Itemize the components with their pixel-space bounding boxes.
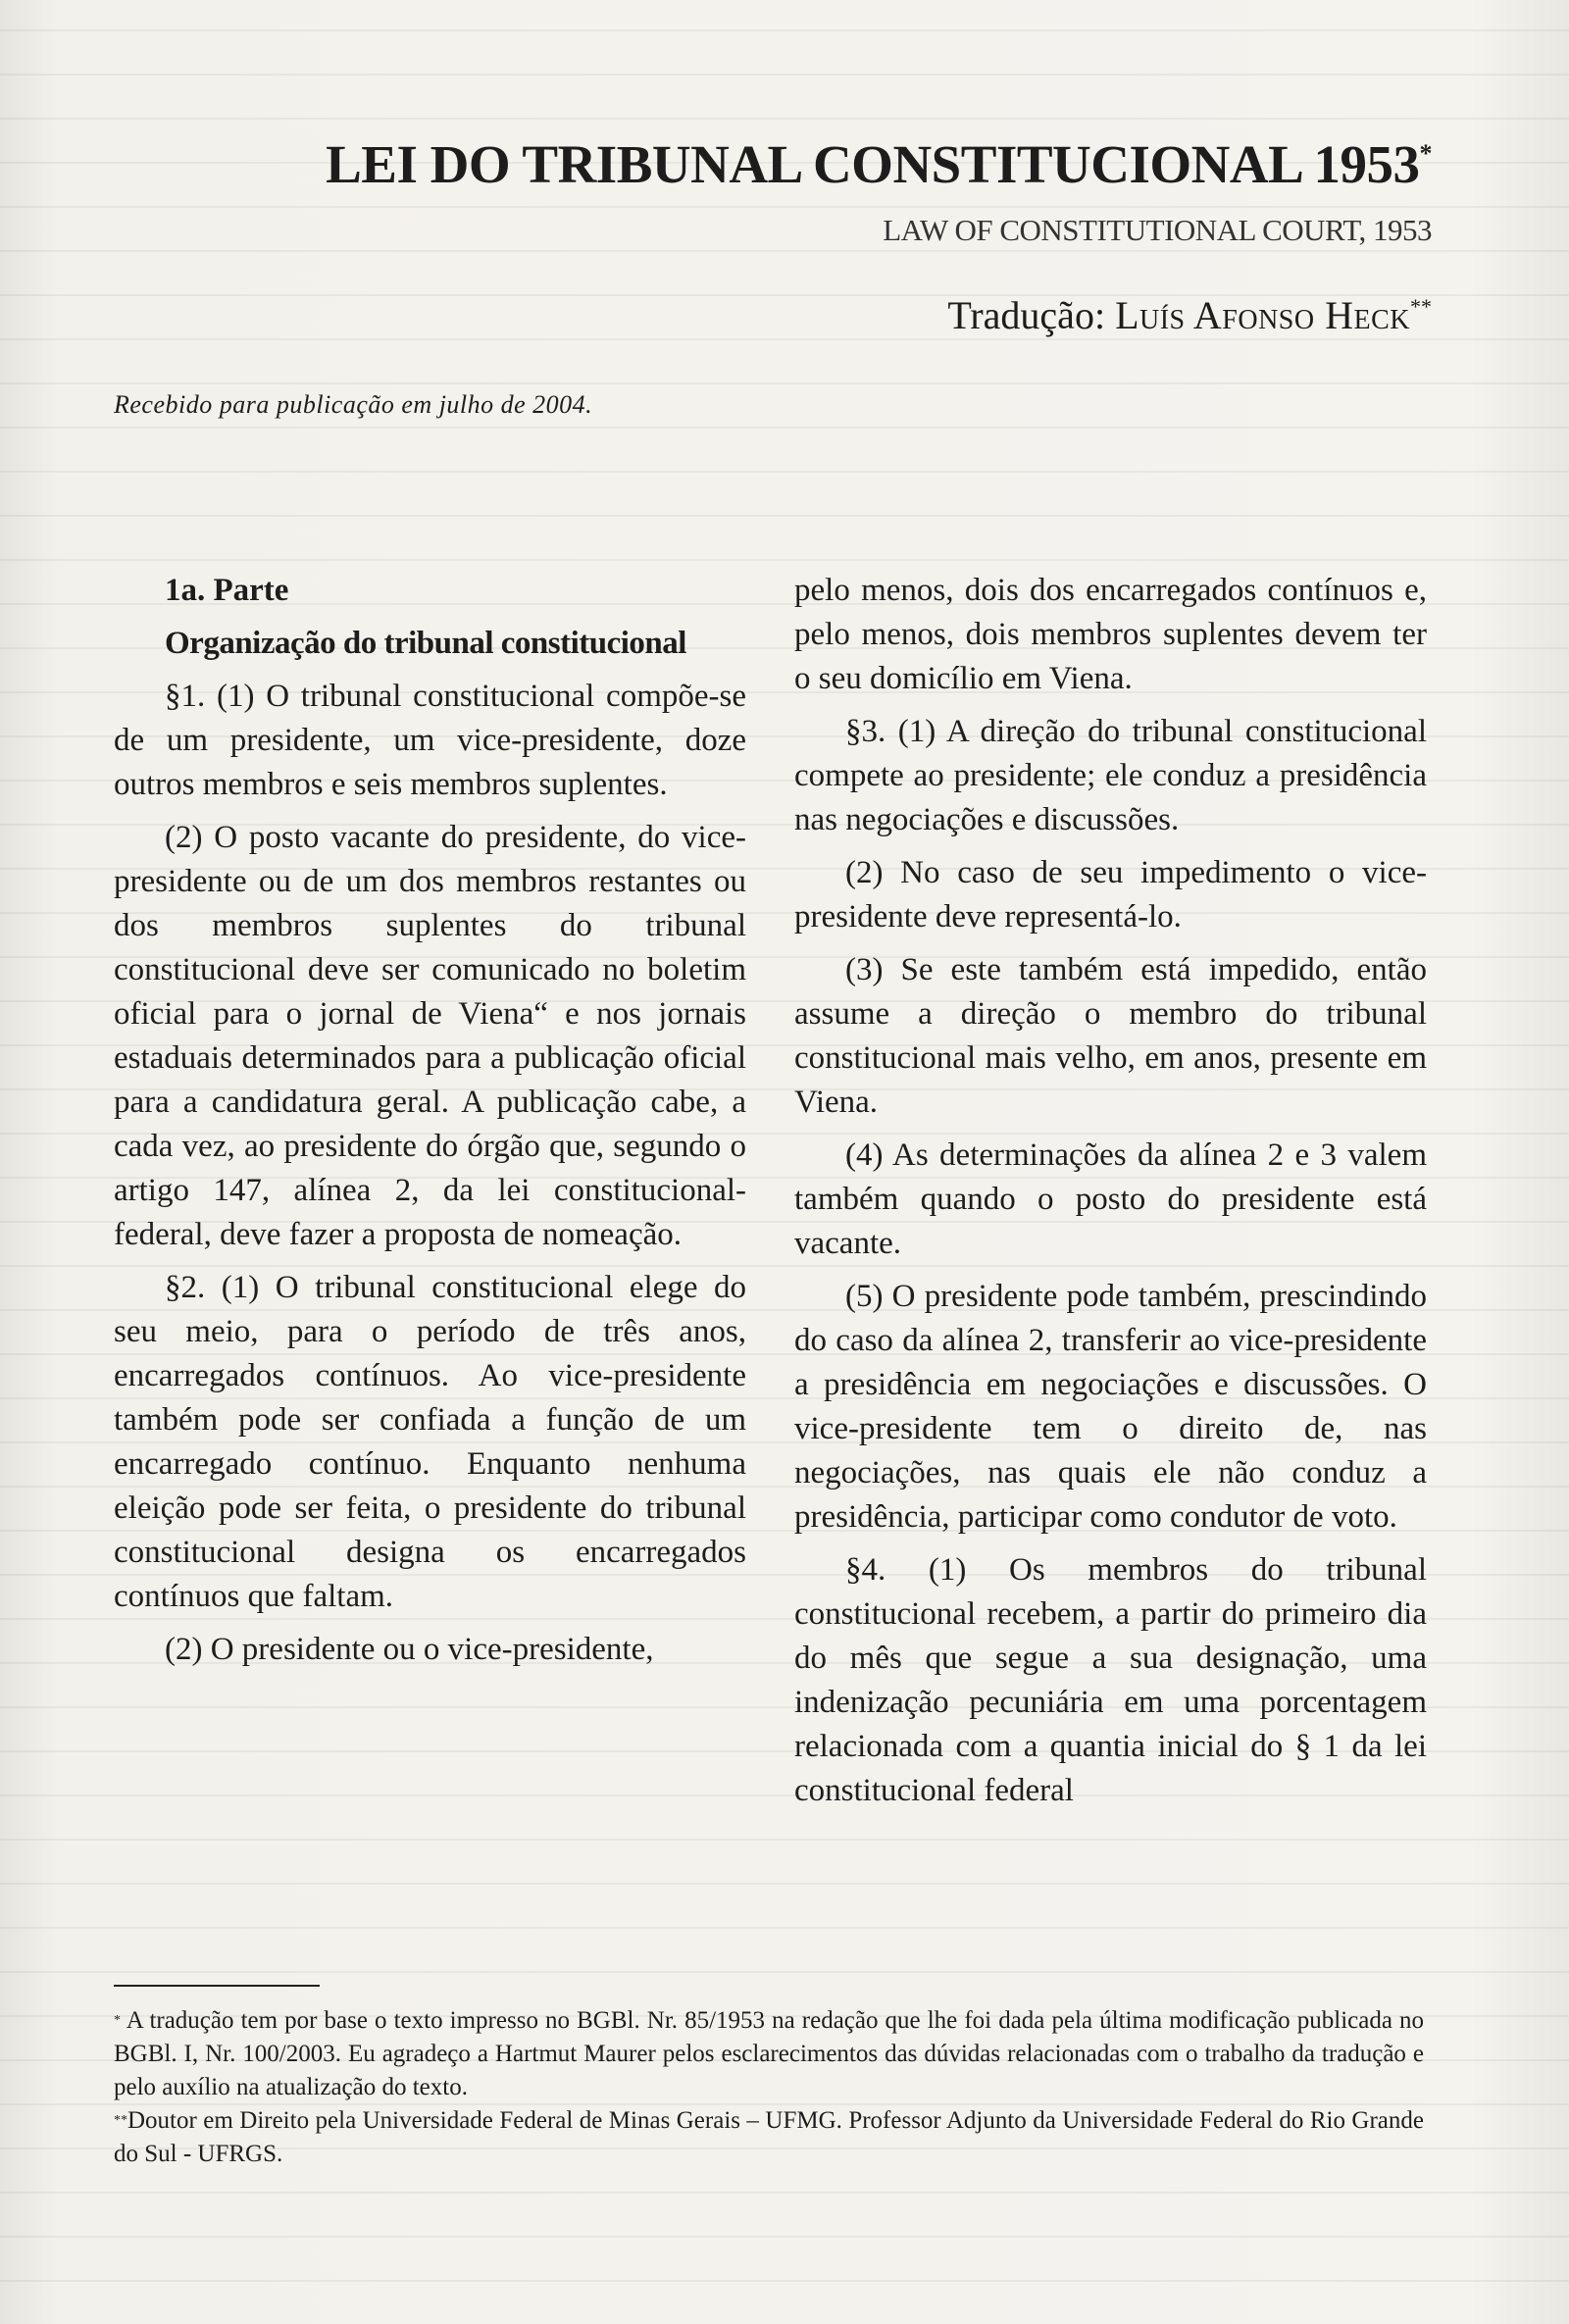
title-footnote-mark: *	[1419, 139, 1432, 168]
translator-footnote-mark: **	[1410, 294, 1432, 319]
footnote: * A tradução tem por base o texto impresso no BGBl. Nr. 85/1953 na redação que lhe foi dada pela última modificação publicada no BGBl. I, Nr. 100/2003. Eu agradeço a Hartmut Maurer pelos esclarecimentos das dúvidas relacionadas com o trabalho da tradução e pelo auxílio na atualização do texto.	[114, 2007, 1424, 2100]
paragraph: (5) O presidente pode também, prescindindo do caso da alínea 2, transferir ao vice-presidente a presidência em negociações e discussões. O vice-presidente tem o direito de, nas negociações, nas quais ele não conduz a presidência, participar como condutor de voto.	[794, 1279, 1427, 1535]
translator-line: Tradução: Luís Afonso Heck**	[947, 293, 1432, 337]
footnotes	[114, 2004, 1424, 2171]
paragraph: (2) O presidente ou o vice-presidente,	[165, 1632, 654, 1667]
paragraph: (3) Se este também está impedido, então assume a direção o membro do tribunal constitucional mais velho, em anos, presente em Viena.	[794, 952, 1427, 1120]
paragraph: §1. (1) O tribunal constitucional compõe-se de um presidente, um vice-presidente, doze outros membros e seis membros suplentes.	[114, 679, 746, 802]
right-column	[794, 569, 1427, 1822]
paragraph: (4) As determinações da alínea 2 e 3 valem também quando o posto do presidente está vacante.	[794, 1137, 1427, 1261]
paragraph: (2) O posto vacante do presidente, do vice-presidente ou de um dos membros restantes ou dos membros suplentes do tribunal constitucional deve ser comunicado no boletim oficial para o jornal de Viena“ e nos jornais estaduais determinados para a publicação oficial para a candidatura geral. A publicação cabe, a cada vez, ao presidente do órgão que, segundo o artigo 147, alínea 2, da lei constitucional-federal, deve fazer a proposta de nomeação.	[114, 820, 746, 1252]
section-heading: Organização do tribunal constitucional	[165, 626, 686, 661]
footnote: **Doutor em Direito pela Universidade Federal de Minas Gerais – UFMG. Professor Adjunto da Universidade Federal do Rio Grande do Sul - UFRGS.	[114, 2107, 1424, 2167]
paragraph: §2. (1) O tribunal constitucional elege do seu meio, para o período de três anos, encarregados contínuos. Ao vice-presidente também pode ser confiada a função de um encarregado contínuo. Enquanto nenhuma eleição pode ser feita, o presidente do tribunal constitucional designa os encarregados contínuos que faltam.	[114, 1270, 746, 1614]
english-subtitle: LAW OF CONSTITUTIONAL COURT, 1953	[883, 213, 1432, 247]
footnote-divider	[114, 1985, 320, 1987]
page-title: LEI DO TRIBUNAL CONSTITUCIONAL 1953*	[326, 134, 1432, 194]
left-column	[114, 569, 746, 1681]
received-note: Recebido para publicação em julho de 2004.	[114, 390, 593, 419]
paragraph: §3. (1) A direção do tribunal constitucional compete ao presidente; ele conduz a presidência nas negociações e discussões.	[794, 714, 1427, 837]
part-heading: 1a. Parte	[165, 573, 289, 608]
translator-name: Luís Afonso Heck	[1115, 293, 1410, 337]
paragraph-continuation: pelo menos, dois dos encarregados contínuos e, pelo menos, dois membros suplentes devem ter o seu domicílio em Viena.	[794, 573, 1427, 696]
title-block	[326, 134, 1432, 338]
paragraph: (2) No caso de seu impedimento o vice-presidente deve representá-lo.	[794, 855, 1427, 935]
paragraph: §4. (1) Os membros do tribunal constitucional recebem, a partir do primeiro dia do mês que segue a sua designação, uma indenização pecuniária em uma porcentagem relacionada com a quantia inicial do § 1 da lei constitucional federal	[794, 1552, 1427, 1808]
